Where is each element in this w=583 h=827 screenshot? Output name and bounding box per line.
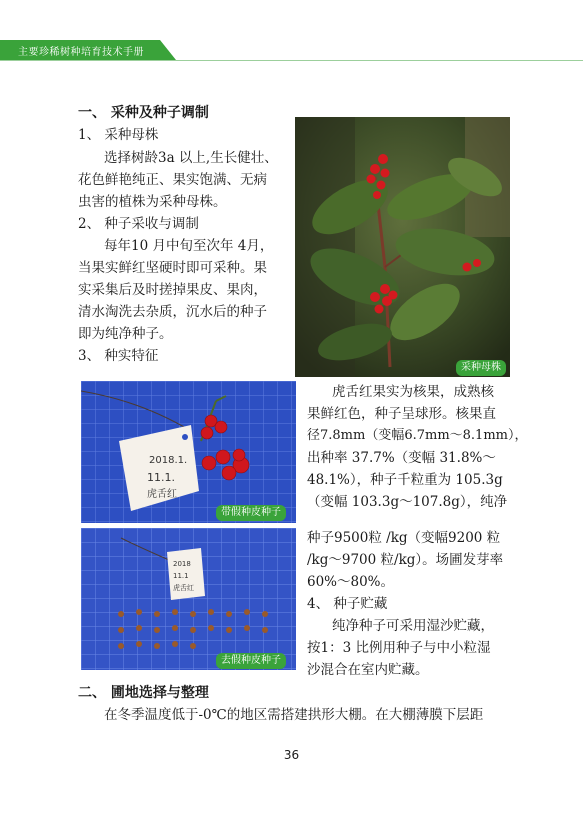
section2-line: 在冬季温度低于-0℃的地区需搭建拱形大棚。在大棚薄膜下层距: [104, 707, 484, 723]
sub2-line: 实采集后及时搓掉果皮、果肉，: [78, 282, 267, 298]
sub3-line: 60%～80%。: [307, 574, 395, 590]
sub3-title: 3、 种实特征: [78, 348, 159, 364]
tag1-line: 2018.1.: [149, 455, 188, 466]
tag1-line: 虎舌红: [147, 489, 177, 500]
sub2-title: 2、 种子采收与调制: [78, 216, 199, 232]
sub1-line: 虫害的植株为采种母株。: [78, 194, 227, 210]
sub2-line: 清水淘洗去杂质，沉水后的种子: [78, 304, 267, 320]
fruit-illustration: [81, 381, 296, 523]
sub3-line: （变幅 103.3g～107.8g），纯净: [307, 494, 508, 510]
seed-illustration: [81, 528, 296, 670]
sub4-title: 4、 种子贮藏: [307, 596, 388, 612]
seed-caption: 去假种皮种子: [216, 653, 286, 669]
fruit-photo: [81, 381, 296, 523]
header-rule: [0, 60, 583, 61]
sub3-line: /kg～9700 粒/kg）。场圃发芽率: [307, 552, 504, 568]
sub3-line: 种子9500粒 /kg（变幅9200 粒: [307, 530, 501, 546]
tag2-line: 2018: [173, 560, 191, 568]
sub3-line: 48.1%），种子千粒重为 105.3g: [307, 472, 503, 488]
sub1-line: 选择树龄3a 以上,生长健壮、: [104, 150, 278, 166]
header-title: 主要珍稀树种培育技术手册: [18, 47, 144, 58]
mother-plant-photo: [295, 117, 510, 377]
sub2-line: 即为纯净种子。: [78, 326, 173, 342]
mother-plant-caption: 采种母株: [456, 360, 506, 376]
sub2-line: 当果实鲜红坚硬时即可采种。果: [78, 260, 267, 276]
sub3-line: 虎舌红果实为核果，成熟核: [332, 384, 494, 400]
mother-plant-illustration: [295, 117, 510, 377]
sub1-title: 1、 采种母株: [78, 127, 159, 143]
sub1-line: 花色鲜艳纯正、果实饱满、无病: [78, 172, 267, 188]
sub4-line: 纯净种子可采用湿沙贮藏，: [332, 618, 494, 634]
section2-heading: 二、 圃地选择与整理: [78, 685, 209, 701]
fruit-caption: 带假种皮种子: [216, 505, 286, 521]
seed-photo: [81, 528, 296, 670]
tag1-line: 11.1.: [147, 471, 175, 484]
page-number: 36: [283, 748, 300, 762]
sub2-line: 每年10 月中旬至次年 4月，: [104, 238, 274, 254]
sub4-line: 按1：3 比例用种子与中小粒湿: [307, 640, 491, 656]
sub4-line: 沙混合在室内贮藏。: [307, 662, 429, 678]
sub3-line: 径7.8mm（变幅6.7mm～8.1mm），: [307, 428, 528, 443]
tag2-line: 虎舌红: [173, 584, 194, 592]
sub3-line: 果鲜红色，种子呈球形。核果直: [307, 406, 496, 422]
sub3-line: 出种率 37.7%（变幅 31.8%～: [307, 450, 496, 466]
section1-heading: 一、 采种及种子调制: [78, 105, 209, 121]
tag2-line: 11.1: [173, 572, 189, 580]
